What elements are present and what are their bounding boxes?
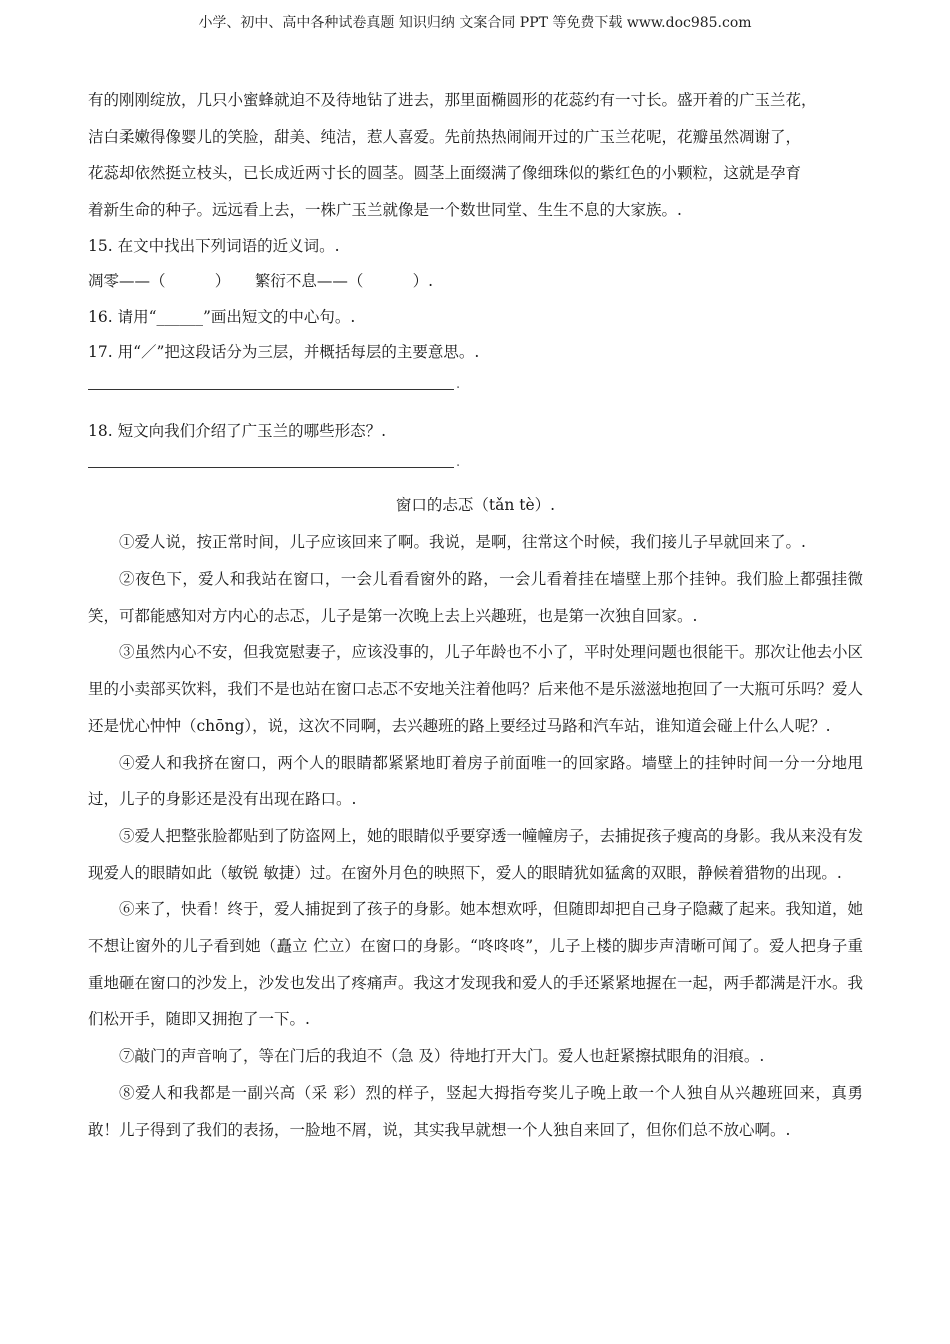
intro-line: 着新生命的种子。远远看上去，一株广玉兰就像是一个数世同堂、生生不息的大家族。. — [88, 201, 682, 220]
answer-line-dot: . — [456, 376, 461, 392]
story-paragraph-2: ②夜色下，爱人和我站在窗口，一会儿看看窗外的路，一会儿看着挂在墙壁上那个挂钟。我们脸上都强挂微笑，可都能感知对方内心的忐忑，儿子是第一次晚上去上兴趣班，也是第一次独自回家。. — [88, 570, 863, 625]
story-paragraph-8: ⑧爱人和我都是一副兴高（采 彩）烈的样子，竖起大拇指夸奖儿子晚上敢一个人独自从兴趣班回来，真勇敢！儿子得到了我们的表扬，一脸地不屑，说，其实我早就想一个人独自来回了，但你们总不放心啊。. — [88, 1083, 863, 1139]
answer-line-dot: . — [456, 455, 461, 471]
story-paragraph-6: ⑥来了，快看！终于，爱人捕捉到了孩子的身影。她本想欢呼，但随即却把自己身子隐藏了起来。我知道，她不想让窗外的儿子看到她（矗立 伫立）在窗口的身影。“咚咚咚”，儿子上楼的脚步声清晰可闻了。爱人把身子重重地砸在窗口的沙发上，沙发也发出了疼痛声。我这才发现我和爱人的手还紧紧地握在一起，两手都满是汗水。我们松开手，随即又拥抱了一下。. — [88, 900, 864, 1029]
document-body — [88, 82, 863, 1148]
question-18: 18. 短文向我们介绍了广玉兰的哪些形态？. — [88, 421, 387, 440]
story-body — [88, 524, 863, 1148]
answer-line-17[interactable] — [88, 371, 863, 408]
answer-line-18[interactable] — [88, 449, 863, 486]
question-15: 15. 在文中找出下列词语的近义词。. — [88, 236, 340, 255]
story-paragraph-1: ①爱人说，按正常时间，儿子应该回来了啊。我说，是啊，往常这个时候，我们接儿子早就回来了。. — [119, 533, 806, 552]
question-16: 16. 请用“______”画出短文的中心句。. — [88, 307, 356, 326]
intro-line: 有的刚刚绽放，几只小蜜蜂就迫不及待地钻了进去，那里面椭圆形的花蕊约有一寸长。盛开着的广玉兰花， — [88, 91, 817, 109]
story-title: 窗口的忐忑（tǎn tè）. — [395, 496, 556, 515]
intro-paragraph — [88, 82, 863, 229]
story-paragraph-5: ⑤爱人把整张脸都贴到了防盗网上，她的眼睛似乎要穿透一幢幢房子，去捕捉孩子瘦高的身影。我从来没有发现爱人的眼睛如此（敏锐 敏捷）过。在窗外月色的映照下，爱人的眼睛犹如猛禽的双眼，静候着猎物的出现。. — [88, 826, 864, 882]
story-paragraph-3: ③虽然内心不安，但我宽慰妻子，应该没事的，儿子年龄也不小了，平时处理问题也很能干。那次让他去小区里的小卖部买饮料，我们不是也站在窗口忐忑不安地关注着他吗？后来他不是乐滋滋地抱回了一大瓶可乐吗？爱人还是忧心忡忡（chōng），说，这次不同啊，去兴趣班的路上要经过马路和汽车站，谁知道会碰上什么人呢？. — [88, 643, 864, 735]
page-header: 小学、初中、高中各种试卷真题 知识归纳 文案合同 PPT 等免费下载 www.doc985.com — [198, 15, 752, 31]
story-paragraph-7: ⑦敲门的声音响了，等在门后的我迫不（急 及）待地打开大门。爱人也赶紧擦拭眼角的泪痕。. — [119, 1047, 765, 1066]
question-17: 17. 用“／”把这段话分为三层，并概括每层的主要意思。. — [88, 343, 480, 362]
question-15-answer: 凋零——（ ） 繁衍不息——（ ）. — [88, 272, 434, 291]
answer-underline — [88, 467, 454, 468]
answer-underline — [88, 389, 454, 390]
intro-line: 洁白柔嫩得像婴儿的笑脸，甜美、纯洁，惹人喜爱。先前热热闹闹开过的广玉兰花呢，花瓣虽然凋谢了， — [88, 127, 802, 146]
story-paragraph-4: ④爱人和我挤在窗口，两个人的眼睛都紧紧地盯着房子前面唯一的回家路。墙壁上的挂钟时间一分一分地甩过，儿子的身影还是没有出现在路口。. — [88, 753, 863, 809]
intro-line: 花蕊却依然挺立枝头，已长成近两寸长的圆茎。圆茎上面缀满了像细珠似的紫红色的小颗粒，这就是孕育 — [88, 164, 802, 183]
